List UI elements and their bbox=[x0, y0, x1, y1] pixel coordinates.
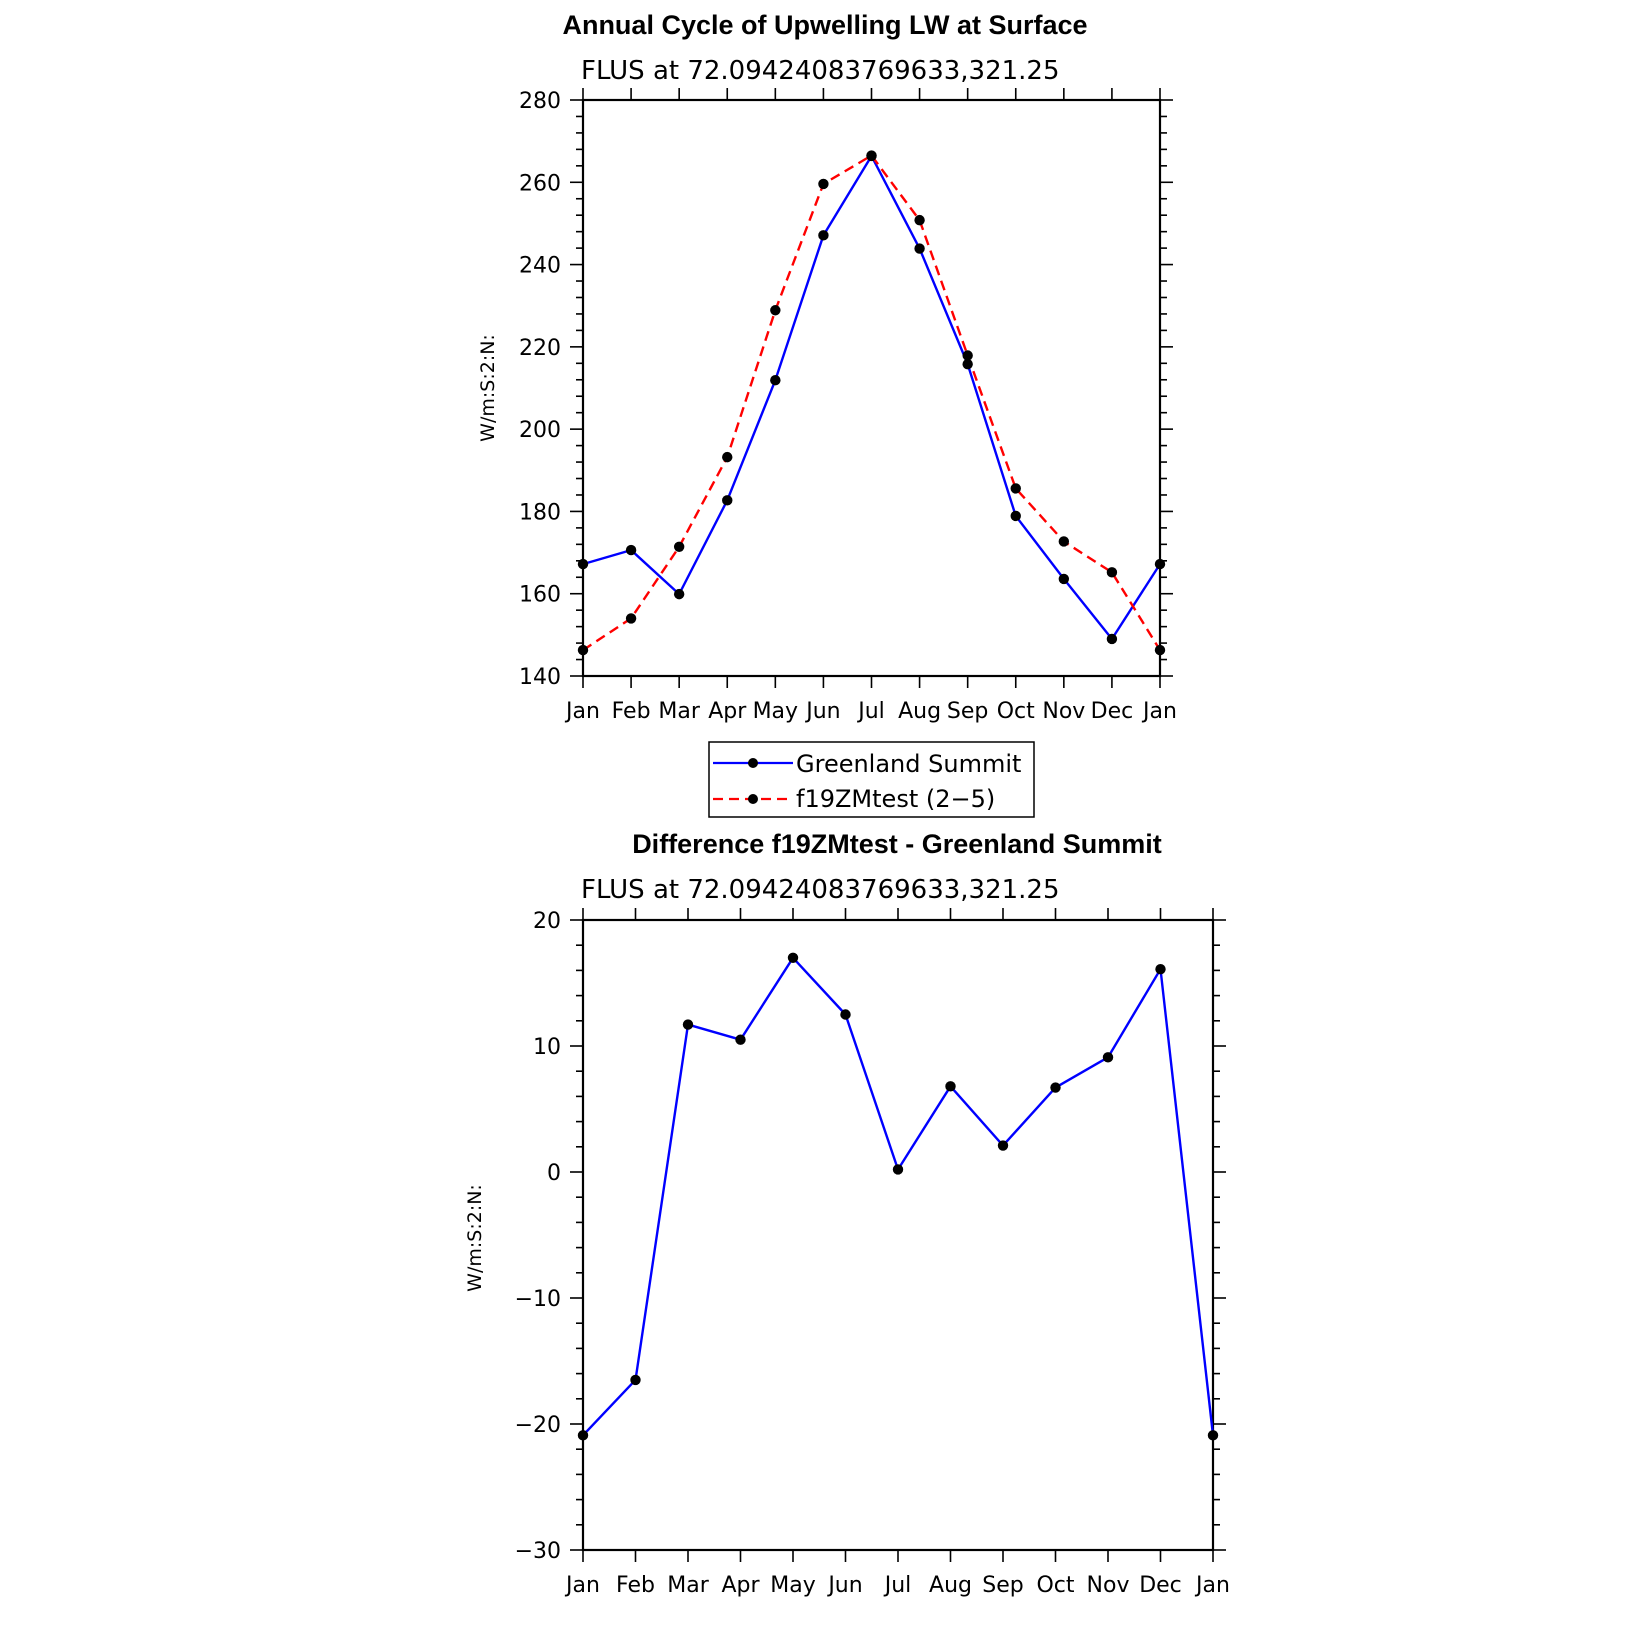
x-tick-label: Jan bbox=[566, 699, 600, 724]
data-point-series-0 bbox=[630, 1375, 640, 1385]
x-tick-label: Oct bbox=[996, 699, 1035, 724]
data-point-series-1 bbox=[1107, 567, 1117, 577]
x-tick-label: Nov bbox=[1042, 699, 1086, 724]
data-point-series-0 bbox=[893, 1164, 903, 1174]
data-point-series-0 bbox=[945, 1081, 955, 1091]
series-line-0 bbox=[583, 156, 1160, 639]
data-point-series-0 bbox=[1155, 964, 1165, 974]
x-tick-label: Feb bbox=[611, 699, 651, 724]
y-tick-label: 20 bbox=[533, 909, 561, 934]
x-tick-label: Sep bbox=[982, 1573, 1024, 1598]
x-tick-label: Feb bbox=[616, 1573, 655, 1598]
chart-title: Difference f19ZMtest - Greenland Summit bbox=[632, 829, 1162, 859]
legend-marker-f19zmtest bbox=[748, 794, 758, 804]
legend-label-f19zmtest: f19ZMtest (2−5) bbox=[796, 785, 996, 813]
data-point-series-1 bbox=[914, 215, 924, 225]
data-point-series-0 bbox=[578, 559, 588, 569]
annual-cycle-chart bbox=[477, 10, 1177, 817]
data-point-series-0 bbox=[674, 589, 684, 599]
x-tick-label: Mar bbox=[658, 699, 700, 724]
x-tick-label: Oct bbox=[1036, 1573, 1075, 1598]
x-tick-label: Sep bbox=[946, 699, 989, 724]
data-point-series-1 bbox=[866, 150, 876, 160]
y-tick-label: 180 bbox=[519, 500, 561, 526]
data-point-series-0 bbox=[683, 1019, 693, 1029]
legend bbox=[709, 742, 1034, 817]
x-tick-label: Jan bbox=[1196, 1573, 1230, 1598]
data-point-series-0 bbox=[578, 1430, 588, 1440]
data-point-series-0 bbox=[1103, 1052, 1113, 1062]
legend-label-greenland: Greenland Summit bbox=[796, 750, 1022, 778]
data-point-series-0 bbox=[998, 1140, 1008, 1150]
data-point-series-1 bbox=[1059, 536, 1069, 546]
data-point-series-0 bbox=[914, 243, 924, 253]
x-tick-label: Aug bbox=[929, 1573, 972, 1598]
data-point-series-1 bbox=[770, 305, 780, 315]
data-point-series-1 bbox=[722, 452, 732, 462]
x-tick-label: Jul bbox=[858, 699, 885, 724]
data-point-series-0 bbox=[1107, 634, 1117, 644]
difference-chart bbox=[464, 829, 1230, 1598]
y-tick-label: 240 bbox=[519, 253, 561, 279]
plot-area bbox=[515, 908, 1230, 1598]
chart-subtitle: FLUS at 72.09424083769633,321.25 bbox=[581, 875, 1060, 905]
data-point-series-0 bbox=[1059, 574, 1069, 584]
x-tick-label: Jun bbox=[828, 1573, 863, 1598]
x-tick-label: Jun bbox=[806, 699, 841, 724]
legend-marker-greenland bbox=[748, 758, 758, 768]
data-point-series-1 bbox=[1155, 645, 1165, 655]
data-point-series-0 bbox=[770, 375, 780, 385]
data-point-series-0 bbox=[626, 545, 636, 555]
x-tick-label: Jan bbox=[566, 1573, 600, 1598]
y-tick-label: 260 bbox=[519, 171, 561, 197]
plot-area bbox=[519, 88, 1177, 724]
x-tick-label: Dec bbox=[1090, 699, 1134, 724]
data-point-series-0 bbox=[818, 230, 828, 240]
x-tick-label: Aug bbox=[898, 699, 942, 724]
y-axis-label: W/m:S:2:N: bbox=[464, 1184, 486, 1292]
x-tick-label: May bbox=[752, 699, 799, 724]
data-point-series-1 bbox=[674, 542, 684, 552]
data-point-series-0 bbox=[1155, 559, 1165, 569]
data-point-series-0 bbox=[788, 953, 798, 963]
series-line-1 bbox=[583, 156, 1160, 651]
data-point-series-0 bbox=[722, 495, 732, 505]
chart-subtitle: FLUS at 72.09424083769633,321.25 bbox=[581, 56, 1060, 86]
y-tick-label: 200 bbox=[519, 418, 561, 444]
chart-title: Annual Cycle of Upwelling LW at Surface bbox=[562, 10, 1088, 40]
x-tick-label: Mar bbox=[667, 1573, 709, 1598]
data-point-series-1 bbox=[962, 350, 972, 360]
data-point-series-1 bbox=[1011, 483, 1021, 493]
x-tick-label: Dec bbox=[1139, 1573, 1182, 1598]
y-tick-label: 160 bbox=[519, 582, 561, 608]
y-tick-label: −10 bbox=[514, 1287, 561, 1312]
y-tick-label: −20 bbox=[514, 1413, 561, 1438]
y-tick-label: −30 bbox=[514, 1539, 561, 1564]
y-tick-label: 140 bbox=[519, 665, 561, 690]
y-axis-label: W/m:S:2:N: bbox=[477, 334, 499, 442]
data-point-series-1 bbox=[578, 645, 588, 655]
data-point-series-0 bbox=[840, 1009, 850, 1019]
data-point-series-1 bbox=[626, 613, 636, 623]
data-point-series-0 bbox=[1050, 1082, 1060, 1092]
y-tick-label: 10 bbox=[533, 1035, 561, 1060]
x-tick-label: Apr bbox=[721, 1573, 760, 1598]
data-point-series-0 bbox=[1208, 1430, 1218, 1440]
data-point-series-1 bbox=[818, 179, 828, 189]
y-tick-label: 280 bbox=[519, 89, 561, 114]
y-tick-label: 220 bbox=[519, 335, 561, 361]
x-tick-label: May bbox=[770, 1573, 816, 1598]
x-tick-label: Jan bbox=[1143, 699, 1177, 724]
data-point-series-0 bbox=[735, 1035, 745, 1045]
data-point-series-0 bbox=[1011, 511, 1021, 521]
x-tick-label: Nov bbox=[1086, 1573, 1130, 1598]
plot-frame bbox=[583, 920, 1213, 1550]
y-tick-label: 0 bbox=[547, 1161, 561, 1186]
x-tick-label: Jul bbox=[884, 1573, 912, 1598]
series-line-0 bbox=[583, 958, 1213, 1436]
x-tick-label: Apr bbox=[708, 699, 747, 724]
